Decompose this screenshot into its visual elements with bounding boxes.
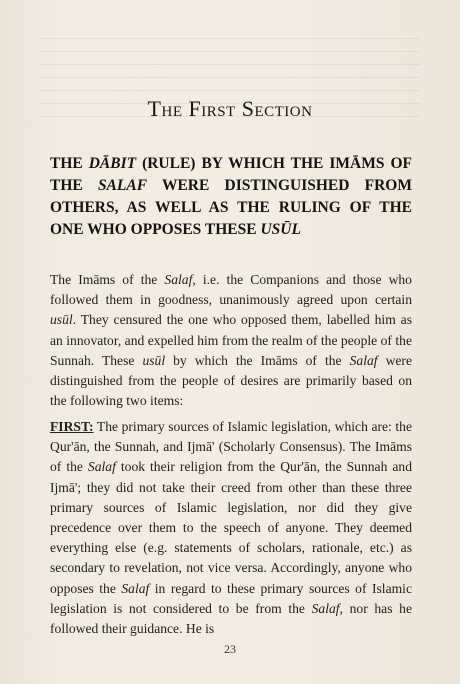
heading-part: WERE DISTINGUISHED FROM OTHERS, AS WELL AS THE RULING OF THE ONE WHO OPPOSES THESE <box>50 177 412 238</box>
text-run: The primary sources of Islamic legislation, which are: the Qur'ān, the Sunnah, and Ijmā' (Scholarly Consensus). The Imāms of the <box>50 419 412 475</box>
text-run: , i.e. the Companions and those who followed them in goodness, unanimously agreed upon certain <box>50 272 412 308</box>
italic-term: Salaf <box>311 600 340 616</box>
paragraph-intro <box>50 270 412 411</box>
text-run: in regard to these primary sources of Islamic legislation is not considered to be from the <box>50 580 412 616</box>
chapter-heading <box>50 153 412 241</box>
italic-term: Salaf <box>349 352 378 368</box>
italic-term: Salaf <box>164 272 193 287</box>
italic-term: Salaf <box>87 459 116 475</box>
heading-italic-usul: USŪL <box>260 221 301 238</box>
section-title: The First Section <box>147 96 313 121</box>
text-run: took their religion from the Qur'ān, the Sunnah and Ijmā'; they did not take their creed from other than these three primary sources of Islamic legislation, nor did they give precedence over them to the speech of anyone. They deemed everything else (e.g. statements of scholars, rationale, etc.) as secondary to revelation, not vice versa. Accordingly, anyone who opposes the <box>50 459 413 596</box>
italic-term: usūl <box>142 352 166 368</box>
italic-term: Salaf <box>121 580 150 596</box>
heading-italic-salaf: SALAF <box>97 177 148 194</box>
heading-part: THE <box>50 155 89 172</box>
heading-italic-dabit: DĀBIT <box>88 155 137 172</box>
heading-part: (RULE) BY WHICH THE IMĀMS OF THE <box>50 155 412 194</box>
paragraph-first <box>50 417 412 639</box>
text-run: , nor has he followed their guidance. He is <box>50 600 412 637</box>
italic-term: usūl <box>50 312 73 328</box>
text-run: . They censured the one who opposed them, labelled him as an innovator, and expelled him from the realm of the people of the Sunnah. These <box>50 312 412 368</box>
text-run: were distinguished from the people of desires are primarily based on the following two items: <box>50 352 412 409</box>
text-run: by which the Imāms of the <box>165 352 350 368</box>
first-label: FIRST: <box>50 419 94 434</box>
page-number: 23 <box>224 642 236 656</box>
text-run: The Imāms of the <box>50 272 165 287</box>
